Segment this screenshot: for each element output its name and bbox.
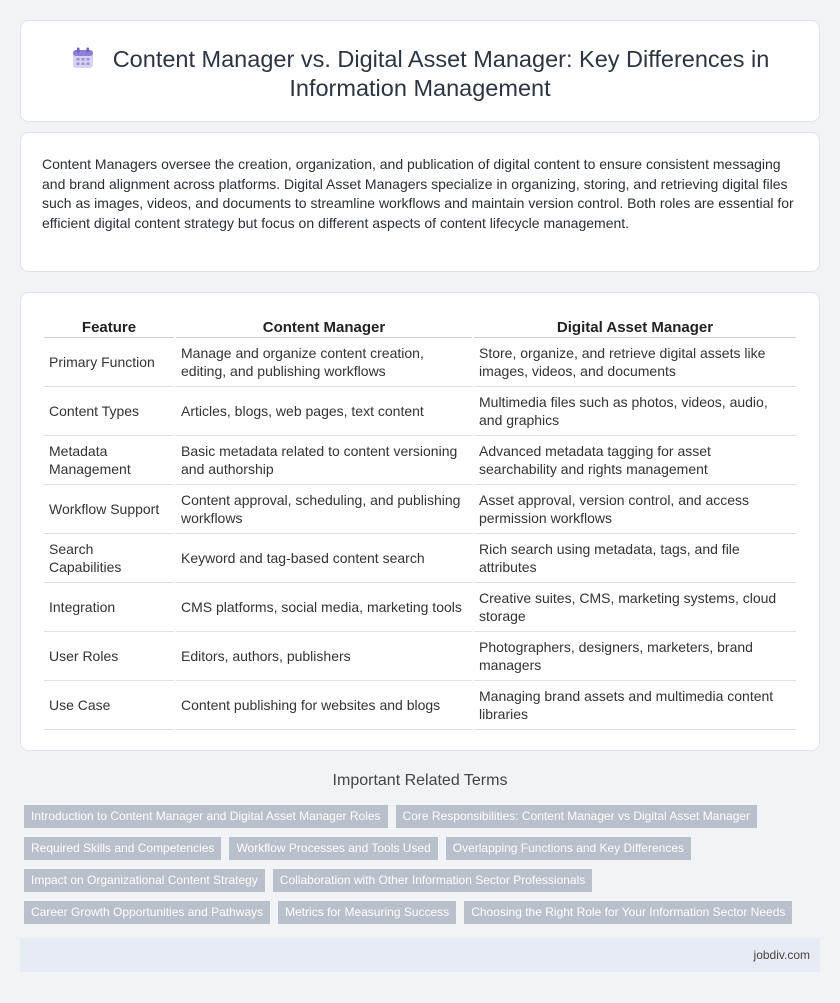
table-row bbox=[44, 338, 796, 387]
related-tag[interactable]: Impact on Organizational Content Strategy bbox=[24, 869, 265, 892]
digital-asset-manager-cell: Asset approval, version control, and access permission workflows bbox=[474, 485, 796, 534]
related-tag[interactable]: Workflow Processes and Tools Used bbox=[229, 837, 437, 860]
related-tag[interactable]: Career Growth Opportunities and Pathways bbox=[24, 901, 270, 924]
content-manager-cell: CMS platforms, social media, marketing tools bbox=[176, 583, 472, 632]
content-manager-cell: Keyword and tag-based content search bbox=[176, 534, 472, 583]
table-row bbox=[44, 534, 796, 583]
feature-cell: Workflow Support bbox=[44, 485, 174, 534]
related-tag[interactable]: Introduction to Content Manager and Digital Asset Manager Roles bbox=[24, 805, 388, 828]
feature-cell: Use Case bbox=[44, 681, 174, 730]
digital-asset-manager-cell: Photographers, designers, marketers, brand managers bbox=[474, 632, 796, 681]
table-row bbox=[44, 436, 796, 485]
digital-asset-manager-cell: Multimedia files such as photos, videos, audio, and graphics bbox=[474, 387, 796, 436]
header-content-manager: Content Manager bbox=[176, 316, 472, 338]
table-header-row bbox=[44, 316, 796, 338]
digital-asset-manager-cell: Store, organize, and retrieve digital assets like images, videos, and documents bbox=[474, 338, 796, 387]
feature-cell: Content Types bbox=[44, 387, 174, 436]
page-title: Content Manager vs. Digital Asset Manager: Key Differences in Information Management bbox=[112, 46, 770, 101]
content-manager-cell: Manage and organize content creation, editing, and publishing workflows bbox=[176, 338, 472, 387]
content-manager-cell: Content publishing for websites and blogs bbox=[176, 681, 472, 730]
title-card bbox=[20, 20, 820, 122]
feature-cell: Search Capabilities bbox=[44, 534, 174, 583]
digital-asset-manager-cell: Creative suites, CMS, marketing systems, cloud storage bbox=[474, 583, 796, 632]
table-row bbox=[44, 387, 796, 436]
related-tags-row bbox=[24, 805, 765, 828]
related-tag[interactable]: Core Responsibilities: Content Manager vs Digital Asset Manager bbox=[396, 805, 758, 828]
intro-card bbox=[20, 132, 820, 272]
related-tag[interactable]: Choosing the Right Role for Your Information Sector Needs bbox=[464, 901, 792, 924]
header-digital-asset-manager: Digital Asset Manager bbox=[474, 316, 796, 338]
related-tag[interactable]: Collaboration with Other Information Sector Professionals bbox=[273, 869, 592, 892]
table-row bbox=[44, 583, 796, 632]
related-tags-row bbox=[24, 869, 600, 892]
content-manager-cell: Articles, blogs, web pages, text content bbox=[176, 387, 472, 436]
comparison-table bbox=[42, 316, 798, 730]
digital-asset-manager-cell: Rich search using metadata, tags, and file attributes bbox=[474, 534, 796, 583]
table-row bbox=[44, 632, 796, 681]
feature-cell: Integration bbox=[44, 583, 174, 632]
feature-cell: Primary Function bbox=[44, 338, 174, 387]
intro-paragraph: Content Managers oversee the creation, organization, and publication of digital content to ensure consistent messaging and brand alignment across platforms. Digital Asset Managers specialize in organizing, storing, and retrieving digital files such as images, videos, and documents to streamline workflows and maintain version control. Both roles are essential for efficient digital content strategy but focus on different aspects of content lifecycle management. bbox=[42, 156, 794, 231]
digital-asset-manager-cell: Advanced metadata tagging for asset searchability and rights management bbox=[474, 436, 796, 485]
related-tags-row bbox=[24, 901, 800, 924]
page-title-wrap bbox=[21, 45, 819, 103]
digital-asset-manager-cell: Managing brand assets and multimedia content libraries bbox=[474, 681, 796, 730]
related-tag[interactable]: Overlapping Functions and Key Differences bbox=[446, 837, 691, 860]
feature-cell: User Roles bbox=[44, 632, 174, 681]
footer-site-link[interactable]: jobdiv.com bbox=[753, 948, 810, 962]
content-manager-cell: Editors, authors, publishers bbox=[176, 632, 472, 681]
related-tag[interactable]: Required Skills and Competencies bbox=[24, 837, 221, 860]
related-terms-title: Important Related Terms bbox=[332, 772, 508, 789]
table-row bbox=[44, 681, 796, 730]
calendar-icon bbox=[71, 46, 95, 70]
related-tag[interactable]: Metrics for Measuring Success bbox=[278, 901, 456, 924]
comparison-card bbox=[20, 292, 820, 751]
feature-cell: Metadata Management bbox=[44, 436, 174, 485]
header-feature: Feature bbox=[44, 316, 174, 338]
content-manager-cell: Content approval, scheduling, and publishing workflows bbox=[176, 485, 472, 534]
footer bbox=[20, 938, 820, 972]
table-row bbox=[44, 485, 796, 534]
related-tags-row bbox=[24, 837, 699, 860]
content-manager-cell: Basic metadata related to content versioning and authorship bbox=[176, 436, 472, 485]
